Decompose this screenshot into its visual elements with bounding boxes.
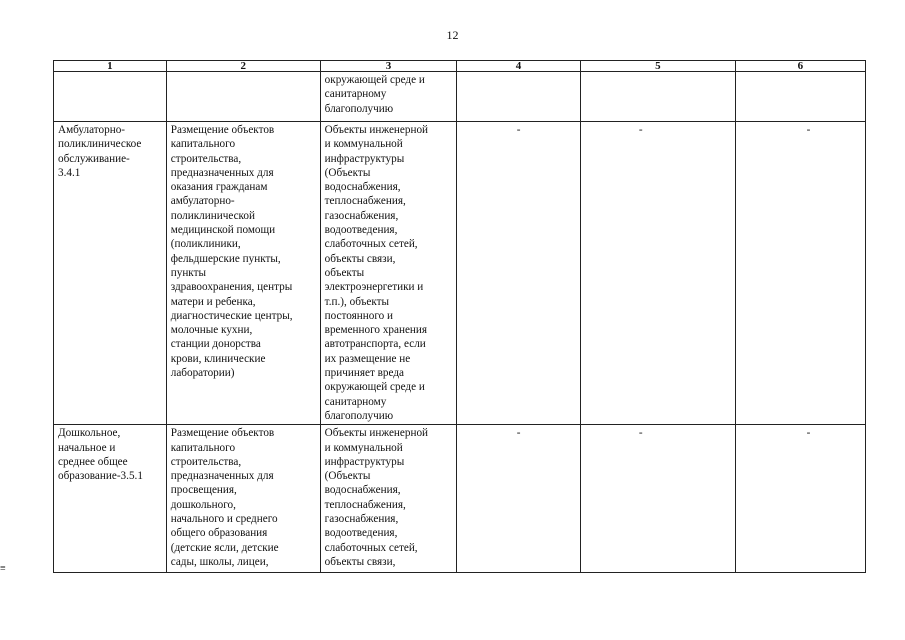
cell-text: -	[806, 427, 811, 440]
column-header-4: 4	[457, 61, 581, 72]
table-cell	[735, 425, 865, 573]
table-cell	[54, 122, 167, 425]
table-header-row	[54, 61, 866, 72]
table-row	[54, 72, 866, 122]
cell-text: окружающей среде и санитарному благополучию	[324, 74, 425, 115]
table-cell	[457, 425, 581, 573]
table-cell	[580, 72, 735, 122]
column-header-5: 5	[580, 61, 735, 72]
table-row	[54, 425, 866, 573]
table-cell	[166, 122, 320, 425]
table-cell	[54, 72, 167, 122]
column-header-6: 6	[735, 61, 865, 72]
cell-text: Размещение объектов капитального строительства, предназначенных для просвещения, дошкольного, начального и среднего общего образования (детские ясли, детские сады, школы, лицеи,	[170, 427, 279, 568]
cell-text: -	[638, 124, 643, 136]
cell-text: -	[806, 124, 811, 136]
cell-text: Размещение объектов капитального строительства, предназначенных для оказания гражданам амбулаторно- поликлинической медицинской помощи (поликлиники, фельдшерские пункты, пункты здравоохранения, центры матери и ребенка, диагностические центры, молочные кухни, станции донорства крови, клинические лаборатории)	[170, 124, 293, 380]
margin-mark: ≡	[0, 563, 6, 574]
cell-text: Дошкольное, начальное и среднее общее образование-3.5.1	[58, 427, 143, 483]
cell-text: -	[638, 427, 643, 440]
cell-text: -	[516, 427, 521, 440]
table-cell	[166, 425, 320, 573]
table-cell	[320, 122, 457, 425]
table-cell	[580, 122, 735, 425]
cell-text: Объекты инженерной и коммунальной инфраструктуры (Объекты водоснабжения, теплоснабжения, газоснабжения, водоотведения, слаботочных сетей, объекты связи, объекты электроэнергетики и т.п.), объекты постоянного и временного хранения автотранспорта, если их размещение не причиняет вреда окружающей среде и санитарному благополучию	[324, 124, 429, 422]
table-row	[54, 122, 866, 425]
table-cell	[735, 72, 865, 122]
table-cell	[166, 72, 320, 122]
table-cell	[457, 72, 581, 122]
page-number: 12	[446, 28, 459, 42]
zoning-table	[53, 60, 866, 573]
table-cell	[54, 425, 167, 573]
cell-text: Амбулаторно- поликлиническое обслуживание- 3.4.1	[58, 124, 142, 179]
table-cell	[735, 122, 865, 425]
table-cell	[320, 425, 457, 573]
table-cell	[457, 122, 581, 425]
cell-text: Объекты инженерной и коммунальной инфраструктуры (Объекты водоснабжения, теплоснабжения, газоснабжения, водоотведения, слаботочных сетей, объекты связи,	[324, 427, 429, 568]
table-cell	[580, 425, 735, 573]
column-header-2: 2	[166, 61, 320, 72]
table-cell	[320, 72, 457, 122]
column-header-3: 3	[320, 61, 457, 72]
column-header-1: 1	[54, 61, 167, 72]
cell-text: -	[516, 124, 521, 136]
